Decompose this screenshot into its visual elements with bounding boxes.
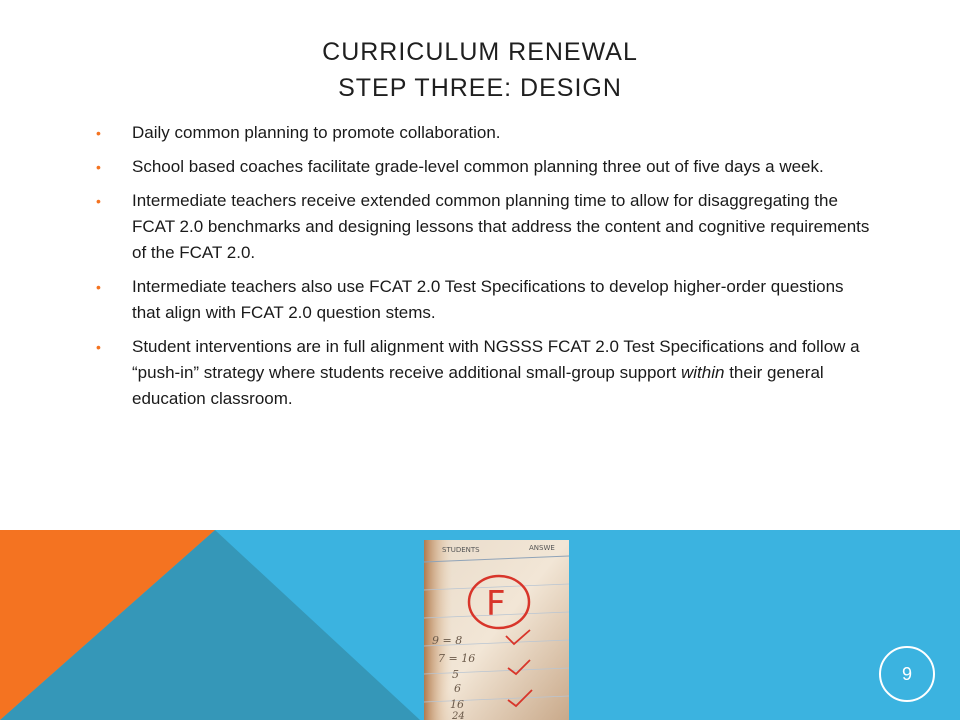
graded-paper-image (424, 540, 569, 720)
bullet-text (132, 337, 860, 408)
bullet-text-start: Student interventions are in full alignment with NGSSS FCAT 2.0 Test Specifications and follow a “push-in” strategy where students receive additional small-group support (132, 337, 860, 382)
bullet-text-emphasis: within (681, 363, 725, 382)
photo-mark-2: 7 = 16 (438, 652, 476, 665)
bullet-icon: • (96, 279, 101, 295)
slide-title (60, 34, 900, 106)
bullet-item (96, 120, 876, 146)
bullet-icon: • (96, 193, 101, 209)
bullet-icon: • (96, 339, 101, 355)
bullet-item (96, 274, 876, 326)
bullet-text: Intermediate teachers also use FCAT 2.0 Test Specifications to develop higher-order questions that align with FCAT 2.0 question stems. (132, 277, 844, 322)
bullet-text: Intermediate teachers receive extended common planning time to allow for disaggregating the FCAT 2.0 benchmarks and designing lessons that address the content and cognitive requirements of the FCAT 2.0. (132, 191, 870, 262)
bullet-item (96, 334, 876, 412)
photo-mark-1: 9 = 8 (432, 634, 463, 647)
graded-paper-photo (424, 540, 569, 720)
slide-title-line-2: STEP THREE: DESIGN (338, 74, 622, 102)
grade-letter: F (486, 584, 506, 624)
bullet-item (96, 154, 876, 180)
bullet-text: Daily common planning to promote collaboration. (132, 123, 501, 142)
bullet-list (96, 120, 876, 420)
page-number-badge: 9 (879, 646, 935, 702)
photo-mark-4: 6 (454, 682, 461, 695)
bullet-text-end: their general education classroom. (132, 363, 824, 408)
bullet-text: School based coaches facilitate grade-level common planning three out of five days a week. (132, 157, 824, 176)
photo-header-left: STUDENTS (442, 546, 480, 554)
photo-header-right: ANSWE (529, 544, 555, 552)
photo-mark-3: 5 (452, 668, 459, 681)
bullet-item (96, 188, 876, 266)
bullet-icon: • (96, 125, 101, 141)
slide-title-line-1: CURRICULUM RENEWAL (322, 38, 638, 66)
photo-mark-5: 16 (450, 698, 464, 711)
bullet-icon: • (96, 159, 101, 175)
photo-mark-6: 24 (452, 711, 465, 720)
